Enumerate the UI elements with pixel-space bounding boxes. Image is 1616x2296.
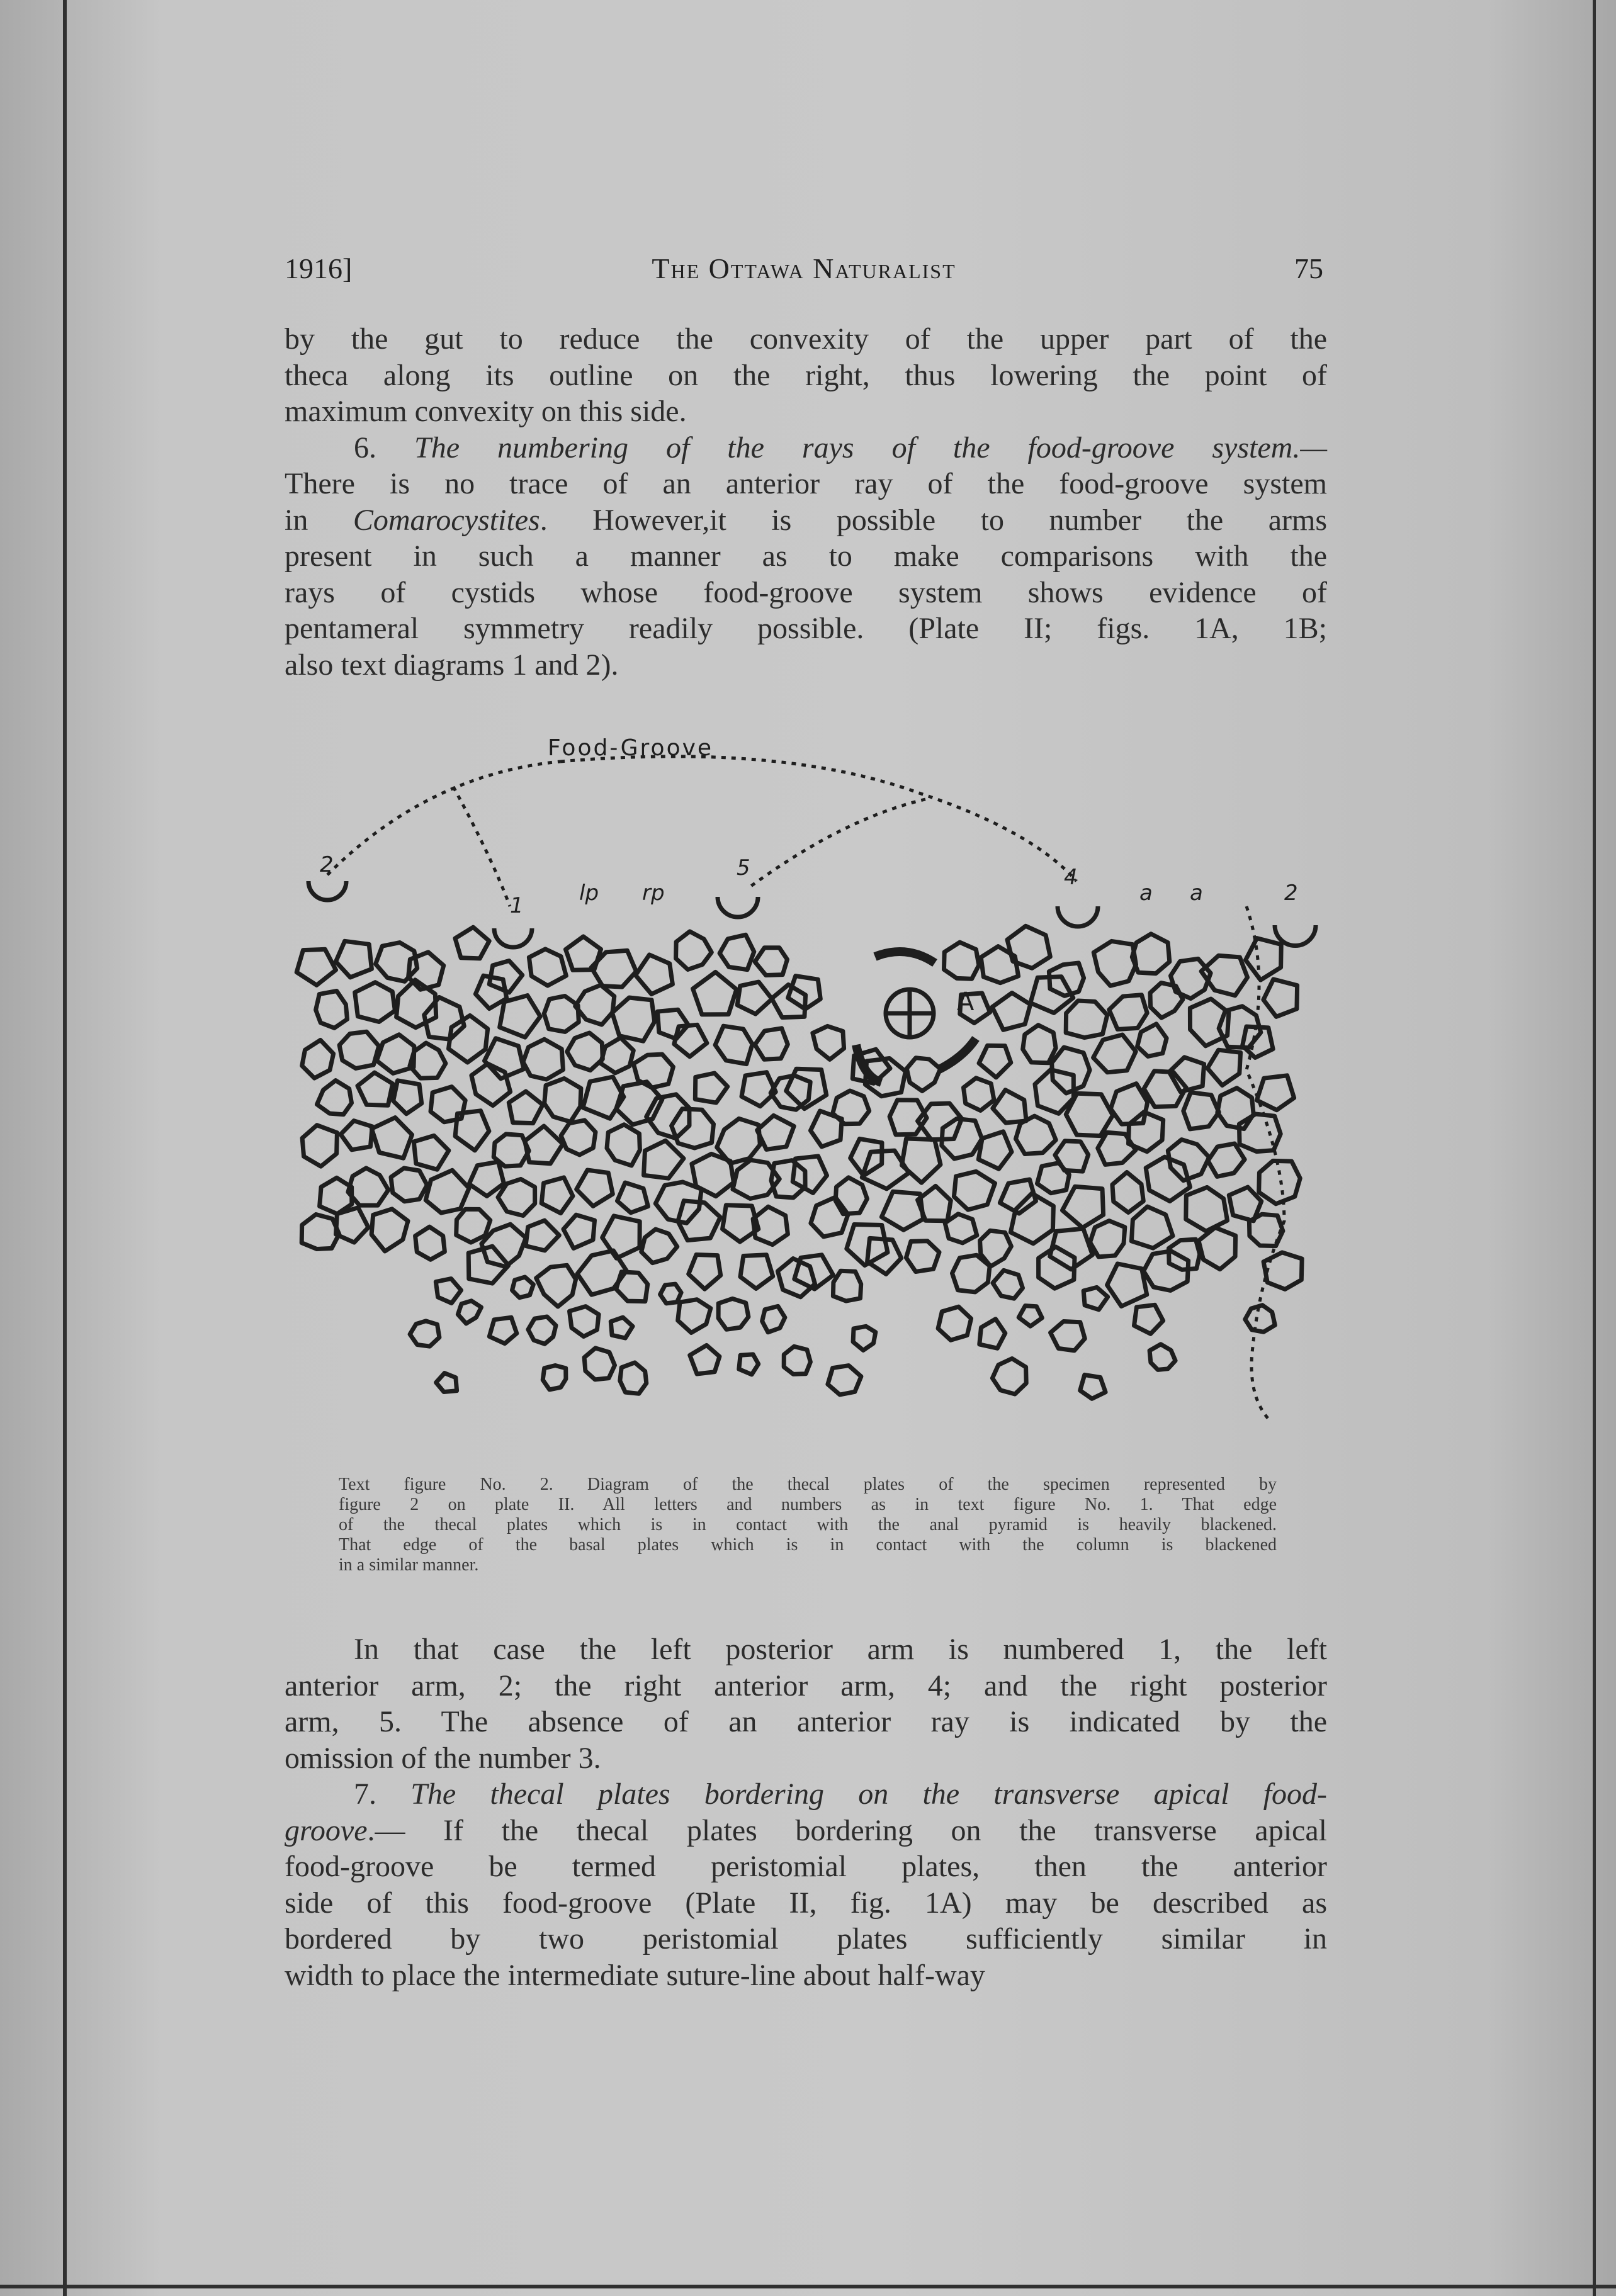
plate-label-lp: lp <box>579 881 599 906</box>
thecal-plate <box>616 1272 648 1302</box>
thecal-plate <box>1239 1114 1280 1152</box>
text-line: width to place the intermediate suture-line about half-way <box>285 1958 985 1992</box>
thecal-plate <box>1016 1116 1056 1154</box>
thecal-plate <box>393 1081 422 1114</box>
thecal-plate <box>512 1277 534 1298</box>
thecal-plate <box>489 1317 517 1344</box>
thecal-plate <box>620 1363 647 1393</box>
thecal-plate <box>636 955 673 994</box>
thecal-plate <box>436 1279 461 1303</box>
genus-name: Comarocystites <box>353 503 540 537</box>
thecal-plate <box>426 1170 469 1213</box>
thecal-plate <box>561 1120 596 1155</box>
thecal-plate <box>391 1168 427 1201</box>
thecal-plates <box>297 926 1302 1398</box>
thecal-plate <box>693 972 737 1015</box>
thecal-plate <box>509 1091 543 1123</box>
thecal-plate <box>618 1183 648 1213</box>
thecal-plate <box>415 1227 445 1259</box>
caption-line: Text figure No. 2. Diagram of the thecal plates of the specimen represented by <box>339 1475 1277 1494</box>
thecal-plate <box>316 991 347 1028</box>
thecal-plate <box>978 1132 1012 1169</box>
caption-line: of the thecal plates which is in contact with the anal pyramid is heavily blackened. <box>339 1515 1277 1534</box>
thecal-plate <box>674 1025 707 1057</box>
header-page-number: 75 <box>1294 252 1323 284</box>
thecal-plate <box>523 1039 563 1079</box>
text-line: also text diagrams 1 and 2). <box>285 648 619 682</box>
running-header <box>285 252 1323 290</box>
plate-label-a-1: a <box>1139 881 1153 906</box>
thecal-plate <box>757 1115 794 1149</box>
plate-label-rp: rp <box>642 881 665 906</box>
section-heading-6: 6. The numbering of the rays of the food-groove system.— <box>354 430 1328 464</box>
thecal-plate <box>944 942 979 979</box>
thecal-plate <box>458 1301 481 1324</box>
thecal-plate <box>740 1255 773 1289</box>
bottom-edge-rule <box>0 2285 1616 2288</box>
thecal-plate <box>771 1161 805 1198</box>
arm-label-1: 1 <box>510 893 524 918</box>
thecal-plate <box>644 1140 684 1178</box>
food-groove-branch-5 <box>749 799 925 887</box>
thecal-plate <box>715 1026 752 1064</box>
thecal-plate <box>690 1345 720 1374</box>
thecal-plate <box>1208 1144 1245 1176</box>
thecal-plate <box>1093 1035 1136 1072</box>
arm-facet <box>718 897 758 917</box>
food-groove-arc-top <box>560 757 1076 881</box>
arm-label-2-left: 2 <box>320 852 334 877</box>
anal-pyramid <box>856 952 976 1083</box>
text-line: side of this food-groove (Plate II, fig. 1A) may be described as <box>285 1886 1327 1920</box>
thecal-plate <box>449 1015 488 1062</box>
thecal-plate <box>371 1209 408 1251</box>
text-line: arm, 5. The absence of an anterior ray is indicated by the <box>285 1705 1327 1738</box>
thecal-plate <box>1019 1306 1042 1327</box>
thecal-plate <box>881 1191 923 1230</box>
section-heading-7: 7. The thecal plates bordering on the transverse apical food- <box>354 1777 1328 1811</box>
plate-label-a-2: a <box>1190 881 1203 906</box>
thecal-plate <box>526 1220 559 1251</box>
thecal-plate <box>755 1028 788 1060</box>
thecal-plate <box>410 1321 439 1346</box>
thecal-plate <box>577 1170 613 1206</box>
thecal-plate <box>494 1134 529 1166</box>
thecal-plate <box>297 949 336 985</box>
thecal-plate <box>981 947 1018 983</box>
thecal-plate <box>1134 1305 1163 1334</box>
thecal-plate <box>695 1073 727 1103</box>
thecal-plate <box>1007 926 1050 968</box>
thecal-plate <box>1051 1322 1085 1351</box>
thecal-plate <box>938 1307 971 1340</box>
thecal-plate <box>1263 979 1297 1017</box>
thecal-plate <box>689 1255 721 1290</box>
arm-facet <box>1058 906 1098 926</box>
thecal-plate <box>835 1178 867 1214</box>
text-line: rays of cystids whose food-groove system shows evidence of <box>285 575 1327 609</box>
thecal-plate <box>992 993 1031 1030</box>
thecal-plate <box>853 1326 876 1350</box>
arm-facet <box>494 928 532 947</box>
thecal-plate <box>813 1026 844 1059</box>
figure-caption <box>339 1475 1277 1575</box>
thecal-plate <box>1245 1305 1275 1332</box>
thecal-plate <box>570 1307 599 1337</box>
text-line: in Comarocystites. However,it is possible to number the arms <box>285 503 1327 537</box>
text-line: pentameral symmetry readily possible. (Plate II; figs. 1A, 1B; <box>285 612 1327 645</box>
thecal-plate <box>528 1317 556 1344</box>
thecal-plate <box>1207 1050 1241 1085</box>
thecal-plate <box>993 1090 1026 1123</box>
text-line: There is no trace of an anterior ray of the food-groove system <box>285 467 1327 500</box>
thecal-plate <box>793 1156 827 1193</box>
thecal-plate <box>1257 1076 1294 1110</box>
thecal-plate <box>1010 1193 1053 1244</box>
thecal-plate <box>431 1087 465 1122</box>
thecal-plate <box>1066 1093 1112 1135</box>
text-line: In that case the left posterior arm is numbered 1, the left <box>354 1633 1327 1666</box>
thecal-plate <box>1093 941 1136 986</box>
thecal-plate <box>371 1118 412 1159</box>
paragraph-1 <box>285 321 1327 683</box>
thecal-plate <box>317 1081 352 1115</box>
thecal-plate <box>828 1366 861 1395</box>
thecal-plate <box>1107 1264 1147 1307</box>
thecal-plate <box>611 1317 633 1338</box>
thecal-plate <box>993 1270 1023 1298</box>
thecal-plate <box>1112 1173 1143 1213</box>
thecal-plate <box>1263 1252 1302 1289</box>
thecal-plate <box>720 935 754 969</box>
text-line: bordered by two peristomial plates sufficiently similar in <box>285 1922 1327 1956</box>
thecal-plate <box>302 1125 337 1167</box>
thecal-plate <box>811 1197 848 1237</box>
thecal-plate <box>660 1284 682 1303</box>
thecal-plate <box>336 1208 369 1242</box>
thecal-plate <box>1243 1027 1274 1058</box>
thecal-plate <box>525 1126 563 1164</box>
thecal-plate <box>607 1125 640 1166</box>
thecal-plate <box>1083 1287 1108 1309</box>
food-groove-label: Food-Groove <box>548 735 714 761</box>
thecal-plate <box>355 982 395 1022</box>
thecal-plate <box>737 982 772 1014</box>
anal-pyramid-label: A <box>957 988 975 1016</box>
arm-label-5: 5 <box>737 855 750 881</box>
arm-label-4: 4 <box>1064 865 1078 890</box>
food-groove-arc-left <box>327 762 560 875</box>
thecal-plate <box>1199 1227 1236 1269</box>
thecal-plate <box>954 1171 995 1210</box>
paragraph-4 <box>285 1776 1327 1993</box>
thecal-plate <box>567 1033 603 1071</box>
thecal-plate <box>980 1230 1012 1266</box>
thecal-plate <box>543 1366 566 1390</box>
text-line: maximum convexity on this side. <box>285 395 687 428</box>
thecal-plate <box>1023 1025 1056 1063</box>
thecal-plate <box>1246 938 1282 981</box>
thecal-plate <box>414 1135 449 1169</box>
text-line: theca along its outline on the right, thus lowering the point of <box>285 358 1327 392</box>
thecal-plate <box>544 996 579 1032</box>
thecal-plate <box>1132 934 1170 974</box>
thecal-plate <box>358 1072 393 1105</box>
thecal-plate <box>469 1162 504 1196</box>
thecal-plate <box>945 1214 977 1243</box>
thecal-plate <box>907 1058 940 1091</box>
header-year: 1916] <box>285 252 353 284</box>
thecal-plate <box>676 931 712 970</box>
thecal-plate <box>979 1045 1011 1078</box>
thecal-plate <box>906 1241 939 1272</box>
caption-line: That edge of the basal plates which is in contact with the column is blackened <box>339 1535 1277 1555</box>
text-line: by the gut to reduce the convexity of the upper part of the <box>285 322 1327 356</box>
caption-line: figure 2 on plate II. All letters and numbers as in text figure No. 1. That edge <box>339 1495 1277 1514</box>
thecal-plate <box>964 1078 995 1111</box>
thecal-plate <box>302 1215 339 1249</box>
text-line: food-groove be termed peristomial plates, then the anterior <box>285 1850 1327 1883</box>
thecal-plate <box>1090 1221 1125 1257</box>
thecal-plate <box>336 941 371 977</box>
thecal-plate <box>612 998 654 1041</box>
food-groove-branch-1 <box>453 787 510 906</box>
thecal-plate <box>1055 1141 1088 1171</box>
thecal-plate <box>762 1306 785 1332</box>
thecal-plate <box>348 1168 388 1205</box>
thecal-plate <box>1150 1344 1175 1370</box>
text-line: anterior arm, 2; the right anterior arm, 4; and the right posterior <box>285 1669 1327 1702</box>
thecal-plate <box>1080 1375 1105 1398</box>
thecal-plate <box>833 1271 861 1301</box>
thecal-plate <box>1131 1207 1173 1248</box>
thecal-plate <box>980 1319 1005 1349</box>
thecal-plates-diagram <box>277 718 1360 1466</box>
thecal-plate <box>992 1359 1026 1395</box>
thecal-plate <box>718 1298 749 1329</box>
thecal-plate <box>584 1348 614 1380</box>
thecal-plate <box>436 1373 457 1392</box>
thecal-plate <box>1138 1024 1167 1057</box>
thecal-plate <box>455 927 489 959</box>
header-journal-title: The Ottawa Naturalist <box>652 252 956 284</box>
thecal-plate <box>1218 1088 1253 1129</box>
thecal-plate <box>1150 983 1183 1018</box>
thecal-plate <box>1186 1187 1228 1231</box>
thecal-plate <box>833 1091 869 1124</box>
column-edge-dotted <box>1246 906 1284 1422</box>
thecal-plate <box>1049 963 1083 996</box>
thecal-plate <box>739 1354 759 1375</box>
thecal-plate <box>1184 1093 1219 1129</box>
thecal-plate <box>541 1178 573 1213</box>
text-line: groove.— If the thecal plates bordering on the transverse apical <box>285 1813 1327 1847</box>
text-line: present in such a manner as to make comparisons with the <box>285 539 1327 573</box>
thecal-plate <box>641 1229 677 1263</box>
thecal-plate <box>633 1054 673 1088</box>
thecal-plate <box>529 949 566 986</box>
thecal-plate <box>1066 1001 1107 1038</box>
thecal-plate <box>1063 1186 1104 1227</box>
thecal-plate <box>601 1038 633 1073</box>
thecal-plate <box>563 1215 595 1248</box>
right-margin-rule <box>1593 0 1596 2296</box>
thecal-plate <box>1109 995 1147 1030</box>
thecal-plate <box>341 1121 372 1150</box>
thecal-plate <box>302 1040 334 1079</box>
thecal-plate <box>678 1300 711 1333</box>
left-margin-rule <box>63 0 67 2296</box>
caption-line: in a similar manner. <box>339 1555 479 1575</box>
text-line: omission of the number 3. <box>285 1741 601 1775</box>
thecal-plate <box>575 985 614 1025</box>
thecal-plate <box>784 1346 810 1374</box>
thecal-plate <box>536 1265 576 1307</box>
paragraph-3 <box>285 1631 1327 1776</box>
thecal-plate <box>717 1118 760 1163</box>
thecal-plate <box>339 1032 379 1068</box>
thecal-plate <box>672 1109 714 1148</box>
thecal-plate <box>500 996 541 1038</box>
thecal-plate <box>755 948 787 976</box>
thecal-plate <box>320 1178 352 1213</box>
thecal-plate <box>545 1079 581 1122</box>
thecal-plate <box>1249 1214 1283 1246</box>
arm-facet <box>308 881 346 900</box>
arm-label-2-right: 2 <box>1284 881 1298 906</box>
